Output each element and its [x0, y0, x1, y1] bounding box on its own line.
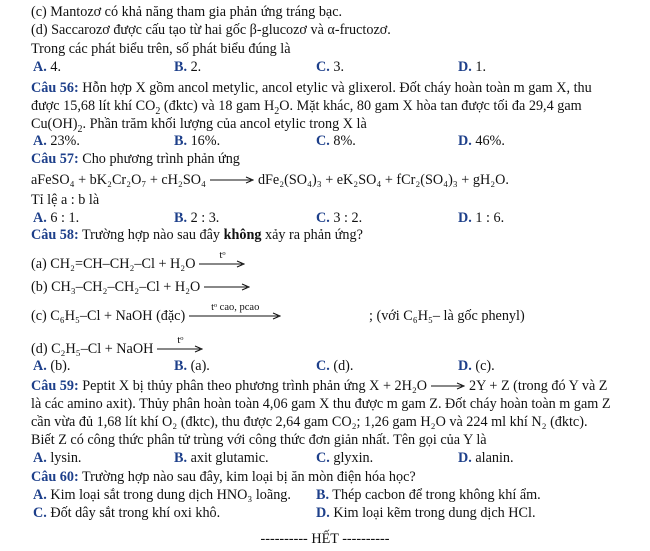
option-a[interactable]: A. (b). [33, 358, 71, 374]
q57-stem: Câu 57: Cho phương trình phản ứng [31, 151, 240, 167]
q60-options-row1 [31, 487, 631, 504]
reaction-arrow: tᵒ cao, pcao [189, 312, 281, 320]
option-d[interactable]: D. (c). [458, 358, 495, 374]
q58-reaction-d: (d) C₂H₅–Cl + NaOH tᵒ [31, 341, 207, 358]
q58-reaction-b: (b) CH₃–CH₂–CH₂–Cl + H₂O [31, 279, 254, 296]
prev-statement-c: (c) Mantozơ có khả năng tham gia phản ứng tráng bạc. [31, 4, 343, 20]
option-c[interactable]: C. 3 : 2. [316, 210, 363, 226]
q59-line4: Biết Z có công thức phân tử trùng với công thức đơn giản nhất. Tên gọi của Y là [31, 432, 487, 448]
option-c[interactable]: C. (d). [316, 358, 354, 374]
option-d[interactable]: D. 1. [458, 59, 486, 75]
option-d[interactable]: D. 1 : 6. [458, 210, 505, 226]
option-b[interactable]: B. 16%. [174, 133, 221, 149]
option-c[interactable]: C. 8%. [316, 133, 356, 149]
option-d[interactable]: D. 46%. [458, 133, 505, 149]
option-b[interactable]: B. Thép cacbon để trong không khí ẩm. [316, 487, 541, 503]
prev-options [31, 59, 631, 76]
q57-ratio: Tỉ lệ a : b là [31, 192, 100, 208]
option-a[interactable]: A. 6 : 1. [33, 210, 80, 226]
q60-options-row2 [31, 505, 631, 522]
option-b[interactable]: B. 2 : 3. [174, 210, 220, 226]
q56-options [31, 133, 631, 150]
q58-phenyl-note: ; (với C₆H₅– là gốc phenyl) [369, 308, 525, 324]
q56-line1: Câu 56: Hỗn hợp X gồm ancol metylic, ancol etylic và glixerol. Đốt cháy hoàn toàn m gam X, thu [31, 80, 592, 96]
option-b[interactable]: B. (a). [174, 358, 210, 374]
prev-statement-d: (d) Saccarozơ được cấu tạo từ hai gốc β-glucozơ và α-fructozơ. [31, 22, 391, 38]
option-c[interactable]: C. 3. [316, 59, 344, 75]
option-b[interactable]: B. axit glutamic. [174, 450, 269, 466]
q58-reaction-a: (a) CH₂=CH–CH₂–Cl + H₂O tᵒ [31, 256, 249, 273]
reaction-arrow [210, 176, 254, 184]
reaction-arrow: tᵒ [157, 345, 203, 353]
reaction-arrow [204, 283, 250, 291]
q59-line1: Câu 59: Peptit X bị thủy phân theo phương trình phản ứng X + 2H₂O 2Y + Z (trong đó Y và Z [31, 378, 608, 394]
q58-stem: Câu 58: Trường hợp nào sau đây không xảy ra phản ứng? [31, 227, 363, 243]
q58-reaction-c: (c) C₆H₅–Cl + NaOH (đặc) tᵒ cao, pcao [31, 308, 285, 325]
q59-options [31, 450, 631, 467]
option-c[interactable]: C. Đốt dây sắt trong khí oxi khô. [33, 505, 221, 521]
option-a[interactable]: A. 23%. [33, 133, 80, 149]
option-b[interactable]: B. 2. [174, 59, 202, 75]
reaction-arrow: tᵒ [199, 260, 245, 268]
reaction-arrow [431, 382, 465, 390]
option-c[interactable]: C. glyxin. [316, 450, 374, 466]
q56-line2: được 15,68 lít khí $CO_2$ (đktc) và 18 gam $H_2O$. Mặt khác, 80 gam X hòa tan được tối đa 29,4 gam [31, 98, 582, 117]
q59-line2: là các amino axit). Thủy phân hoàn toàn 4,06 gam X thu được m gam Z. Đốt cháy hoàn toàn m gam Z [31, 396, 611, 412]
q58-options [31, 358, 631, 375]
option-a[interactable]: A. 4. [33, 59, 61, 75]
prev-stem: Trong các phát biểu trên, số phát biểu đúng là [31, 41, 291, 57]
option-a[interactable]: A. lysin. [33, 450, 82, 466]
option-d[interactable]: D. alanin. [458, 450, 514, 466]
q60-stem: Câu 60: Trường hợp nào sau đây, kim loại bị ăn mòn điện hóa học? [31, 469, 416, 485]
q56-line3: $Cu(OH)_2$. Phần trăm khối lượng của ancol etylic trong X là [31, 116, 367, 135]
option-d[interactable]: D. Kim loại kẽm trong dung dịch HCl. [316, 505, 536, 521]
q57-equation: aFeSO₄ + bK₂Cr₂O₇ + cH₂SO₄ dFe₂(SO₄)₃ + eK₂SO₄ + fCr₂(SO₄)₃ + gH₂O. [31, 172, 509, 188]
q57-options [31, 210, 631, 227]
end-marker: ---------- HẾT ---------- [260, 531, 390, 547]
q59-line3: cần vừa đủ 1,68 lít khí O₂ (đktc), thu được 2,64 gam CO₂; 1,26 gam H₂O và 224 ml khí N₂ (đktc). [31, 414, 588, 430]
option-a[interactable]: A. Kim loại sắt trong dung dịch HNO₃ loãng. [33, 487, 291, 503]
